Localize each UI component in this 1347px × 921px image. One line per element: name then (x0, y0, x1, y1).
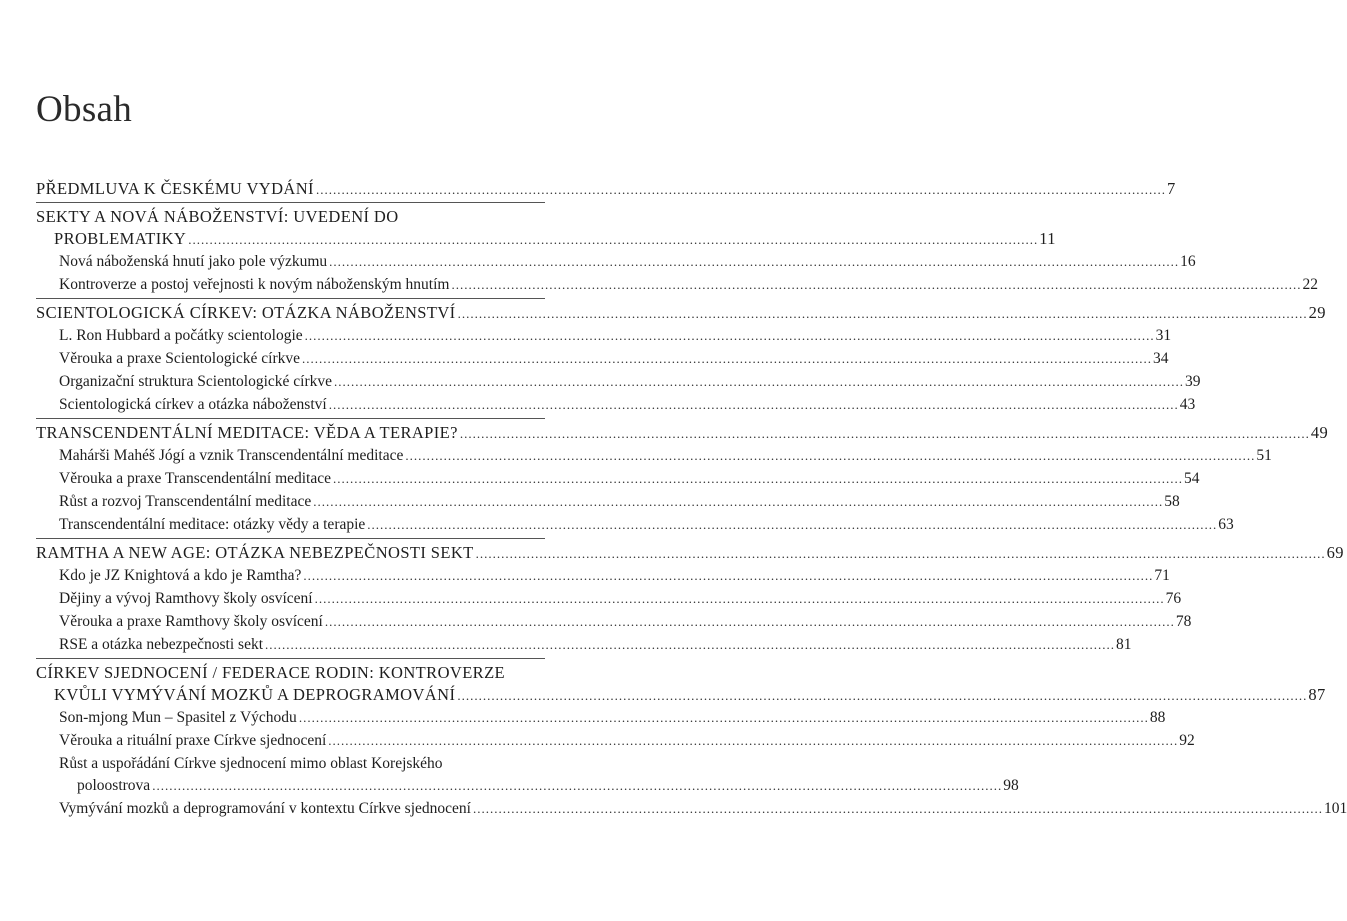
toc-entry-title-line: SEKTY A NOVÁ NÁBOŽENSTVÍ: UVEDENÍ DO (36, 207, 399, 226)
toc-section-entry (36, 348, 1169, 370)
toc-chapter-entry (36, 298, 1326, 324)
toc-chapter-entry (36, 418, 1329, 444)
toc-entry-title-line: Kdo je JZ Knightová a kdo je Ramtha? (59, 567, 302, 584)
toc-entry-title-line: KVŮLI VYMÝVÁNÍ MOZKŮ A DEPROGRAMOVÁNÍ (54, 685, 456, 704)
toc-entry-title-line: Růst a uspořádání Církve sjednocení mimo oblast Korejského (59, 755, 443, 772)
page-number: 22 (1302, 276, 1318, 293)
page-number: 101 (1323, 800, 1347, 817)
page-number: 31 (1155, 327, 1172, 344)
toc-section-entry (36, 753, 1019, 797)
toc-entry-title-line: CÍRKEV SJEDNOCENÍ / FEDERACE RODIN: KONTROVERZE (36, 663, 506, 682)
toc-entry-title-line: Věrouka a rituální praxe Církve sjednocení (59, 732, 327, 749)
dot-leader: ........................................................................................................................................................................................................ (367, 517, 1218, 532)
toc-entry-title-line: Mahárši Mahéš Jógí a vznik Transcendentální meditace (59, 447, 404, 464)
toc-section-entry (36, 251, 1196, 273)
page-number: 54 (1184, 470, 1200, 487)
toc-entry-title-line: TRANSCENDENTÁLNÍ MEDITACE: VĚDA A TERAPIE? (36, 423, 458, 442)
dot-leader: ........................................................................................................................................................................................................ (152, 778, 1003, 793)
page-number: 92 (1179, 732, 1195, 749)
page-number: 51 (1256, 447, 1272, 464)
toc-entry-title-line: PROBLEMATIKY (54, 229, 187, 248)
toc-section-entry (36, 491, 1180, 513)
toc-entry-title-line: Kontroverze a postoj veřejnosti k novým náboženským hnutím (59, 276, 450, 293)
toc-entry-title-line: Son-mjong Mun – Spasitel z Východu (59, 709, 297, 726)
page-number: 81 (1116, 636, 1132, 653)
toc-section-entry (36, 634, 1132, 656)
page-number: 29 (1308, 303, 1326, 322)
page-number: 87 (1308, 685, 1326, 704)
dot-leader: ........................................................................................................................................................................................................ (334, 374, 1185, 389)
toc-entry-title-line: Vymývání mozků a deprogramování v kontextu Církve sjednocení (59, 800, 471, 817)
dot-leader: ........................................................................................................................................................................................................ (324, 614, 1175, 629)
dot-leader: ........................................................................................................................................................................................................ (475, 546, 1326, 561)
dot-leader: ........................................................................................................................................................................................................ (298, 710, 1149, 725)
toc-entry-title-line: Scientologická církev a otázka náboženství (59, 396, 327, 413)
page-number: 34 (1153, 350, 1169, 367)
toc-entry-title-line: L. Ron Hubbard a počátky scientologie (59, 327, 303, 344)
toc-section-entry (36, 445, 1272, 467)
toc-entry-title-line: Věrouka a praxe Transcendentální meditace (59, 470, 332, 487)
page-title: Obsah (36, 89, 133, 130)
page-number: 7 (1166, 179, 1176, 198)
dot-leader: ........................................................................................................................................................................................................ (329, 254, 1180, 269)
page-number: 76 (1165, 590, 1182, 607)
page-number: 58 (1164, 493, 1180, 510)
page-number: 98 (1003, 777, 1019, 794)
dot-leader: ........................................................................................................................................................................................................ (459, 426, 1310, 441)
dot-leader: ........................................................................................................................................................................................................ (472, 801, 1323, 816)
toc-entry-title-line: Dějiny a vývoj Ramthovy školy osvícení (59, 590, 313, 607)
toc-entry-title-line: Růst a rozvoj Transcendentální meditace (59, 493, 312, 510)
dot-leader: ........................................................................................................................................................................................................ (328, 397, 1179, 412)
dot-leader: ........................................................................................................................................................................................................ (451, 277, 1302, 292)
toc-section-entry (36, 707, 1166, 729)
toc-chapter-entry (36, 178, 1176, 200)
dot-leader: ........................................................................................................................................................................................................ (302, 351, 1153, 366)
toc-chapter-entry (36, 538, 1344, 564)
dot-leader: ........................................................................................................................................................................................................ (405, 448, 1256, 463)
dot-leader: ........................................................................................................................................................................................................ (333, 471, 1184, 486)
toc-entry-title-line: RSE a otázka nebezpečnosti sekt (59, 636, 264, 653)
toc-entry-title-line: Nová náboženská hnutí jako pole výzkumu (59, 253, 328, 270)
dot-leader: ........................................................................................................................................................................................................ (328, 733, 1179, 748)
page-number: 49 (1310, 423, 1329, 442)
page-number: 39 (1185, 373, 1201, 390)
toc-section-entry (36, 325, 1172, 347)
dot-leader: ........................................................................................................................................................................................................ (315, 182, 1166, 197)
toc-section-entry (36, 588, 1182, 610)
page-number: 69 (1326, 543, 1344, 562)
toc-section-entry (36, 565, 1170, 587)
toc-section-entry (36, 468, 1200, 490)
toc-section-entry (36, 730, 1195, 752)
toc-section-entry (36, 611, 1192, 633)
page-number: 11 (1039, 229, 1056, 248)
toc-section-entry (36, 394, 1196, 416)
page-number: 71 (1154, 567, 1170, 584)
dot-leader: ........................................................................................................................................................................................................ (188, 232, 1039, 247)
page-number: 43 (1179, 396, 1196, 413)
toc-section-entry (36, 798, 1347, 820)
dot-leader: ........................................................................................................................................................................................................ (303, 568, 1154, 583)
toc-entry-title-line: SCIENTOLOGICKÁ CÍRKEV: OTÁZKA NÁBOŽENSTVÍ (36, 303, 456, 322)
toc-entry-title-line: Transcendentální meditace: otázky vědy a terapie (59, 516, 366, 533)
table-of-contents (36, 178, 1347, 820)
dot-leader: ........................................................................................................................................................................................................ (457, 688, 1308, 703)
dot-leader: ........................................................................................................................................................................................................ (313, 494, 1164, 509)
toc-chapter-entry (36, 202, 1056, 250)
page-number: 63 (1218, 516, 1234, 533)
dot-leader: ........................................................................................................................................................................................................ (457, 306, 1308, 321)
toc-section-entry (36, 274, 1318, 296)
toc-section-entry (36, 371, 1201, 393)
toc-entry-title-line: RAMTHA A NEW AGE: OTÁZKA NEBEZPEČNOSTI SEKT (36, 543, 474, 562)
toc-entry-title-line: Věrouka a praxe Ramthovy školy osvícení (59, 613, 323, 630)
dot-leader: ........................................................................................................................................................................................................ (265, 637, 1116, 652)
dot-leader: ........................................................................................................................................................................................................ (314, 591, 1165, 606)
toc-section-entry (36, 514, 1234, 536)
dot-leader: ........................................................................................................................................................................................................ (304, 328, 1155, 343)
toc-entry-title-line: Věrouka a praxe Scientologické církve (59, 350, 301, 367)
toc-chapter-entry (36, 658, 1326, 706)
toc-entry-title-line: PŘEDMLUVA K ČESKÉMU VYDÁNÍ (36, 179, 314, 198)
toc-entry-title-line: poloostrova (77, 777, 151, 794)
toc-entry-title-line: Organizační struktura Scientologické církve (59, 373, 333, 390)
page-number: 88 (1149, 709, 1166, 726)
page-number: 78 (1175, 613, 1192, 630)
page-number: 16 (1180, 253, 1196, 270)
